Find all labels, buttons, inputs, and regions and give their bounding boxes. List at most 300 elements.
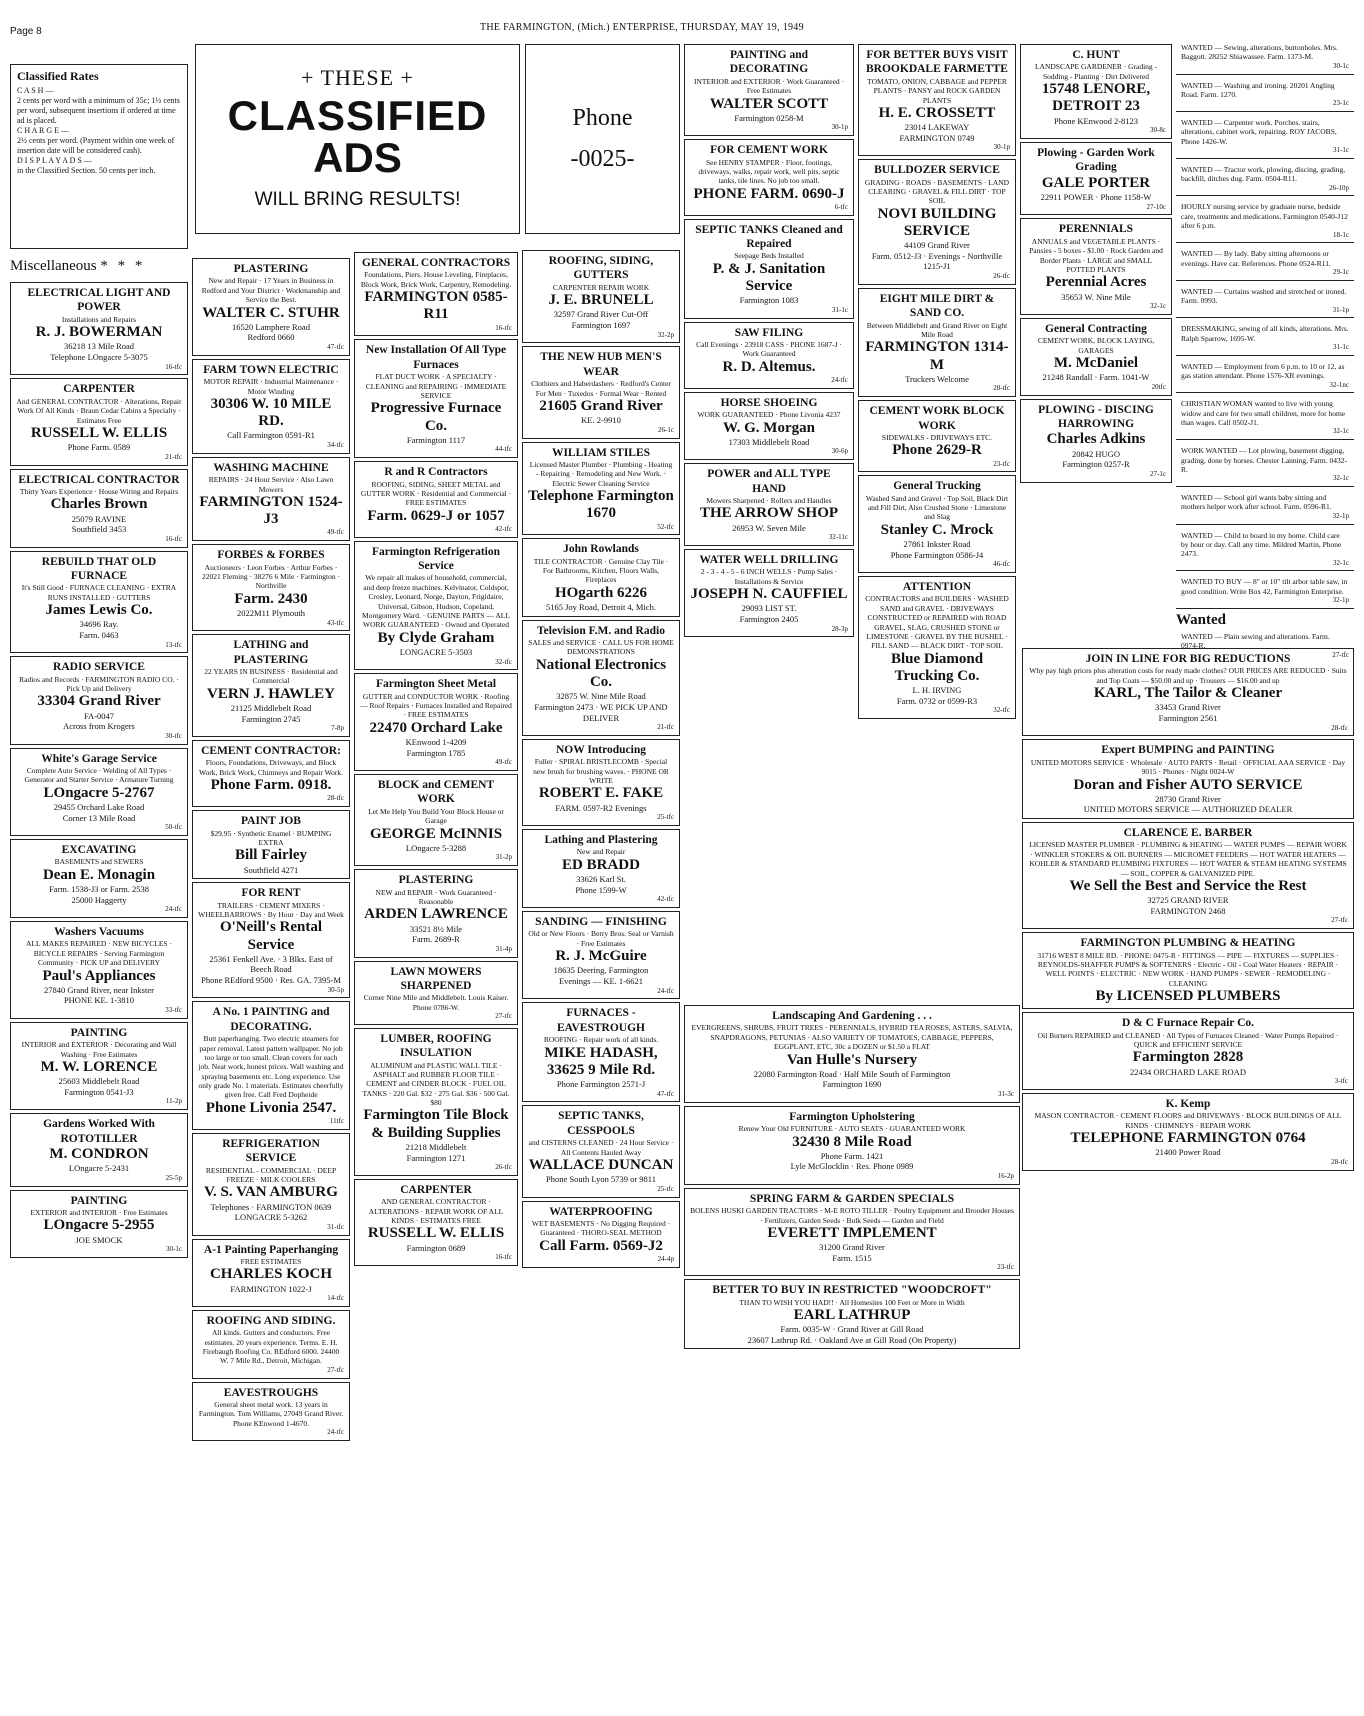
ad-heading: ELECTRICAL LIGHT AND POWER [27, 287, 171, 314]
ad-heading: BETTER TO BUY IN RESTRICTED "WOODCROFT" [712, 1284, 992, 1297]
ad-address: 21218 Middlebelt [405, 1141, 467, 1152]
ad-address: 33453 Grand River [1155, 702, 1221, 713]
ad-name: GEORGE McINNIS [369, 825, 503, 842]
ad-ref: 43-tfc [327, 618, 344, 627]
col1-ad [10, 921, 188, 1019]
ad-phone: Phone REdford 9500 · Res. GA. 7395-M [201, 975, 341, 985]
wanted-ad [1176, 574, 1354, 609]
column-7 [1020, 44, 1172, 486]
col2-ad [192, 258, 350, 356]
ad-name: LOngacre 5-2767 [43, 784, 155, 801]
ad-ref: 16-2p [997, 1172, 1014, 1180]
ad-text: Call Evenings · 23918 CASS · PHONE 1687-J · Work Guaranteed [696, 340, 842, 359]
ad-heading: PLASTERING [233, 263, 309, 275]
ad-text: FLAT DUCT WORK · A SPECIALTY · CLEANING and REPAIRING · IMMEDIATE SERVICE [365, 372, 507, 400]
rates-display-head: D I S P L A Y A D S — [17, 156, 92, 165]
ad-address: 16520 Lamphere Road [232, 321, 310, 332]
col3-ad [354, 339, 518, 458]
ad-address: 22080 Farmington Road · Half Mile South of Farmington [753, 1068, 951, 1079]
ad-address: 5165 Joy Road, Detroit 4, Mich. [545, 602, 657, 612]
ad-ref: 33-tfc [165, 1006, 182, 1014]
ad-text: Let Me Help You Build Your Block House or Garage [368, 806, 504, 826]
ad-ref: 26-1c [658, 425, 674, 434]
ad-ref: 28-tfc [327, 794, 344, 803]
ad-heading: LUMBER, ROOFING INSULATION [380, 1032, 492, 1060]
ad-text: WORK GUARANTEED · Phone Livonia 4237 [697, 410, 841, 420]
ad-heading: A No. 1 PAINTING and DECORATING. [212, 1006, 330, 1033]
ad-heading: PAINT JOB [241, 815, 301, 828]
bottom_right-ad [1022, 1012, 1354, 1090]
ad-text: Complete Auto Service · Welding of All Types · Generator and Starter Service · Armature Turning [24, 766, 174, 785]
ad-text: CARPENTER REPAIR WORK [552, 282, 650, 292]
ad-heading: JOIN IN LINE FOR BIG REDUCTIONS [1085, 653, 1291, 665]
ad-address: LONGACRE 5-3503 [399, 646, 473, 657]
ad-heading: FARMINGTON PLUMBING & HEATING [1080, 937, 1296, 950]
ad-ref: 31-3c [998, 1090, 1014, 1098]
ad-name: M. McDaniel [1053, 355, 1139, 371]
ad-phone: Phone Farmington 0586-J4 [890, 549, 984, 560]
ad-address: 25079 RAVINE [71, 513, 127, 524]
wanted-column [1176, 40, 1354, 665]
ad-text: ALL MAKES REPAIRED · NEW BICYCLES · BICYCLE REPAIRS · Serving Farmington Community · PICK UP and DELIVERY [26, 939, 172, 968]
ad-text: TOMATO, ONION, CABBAGE and PEPPER PLANTS · PANSY and ROCK GARDEN PLANTS [867, 76, 1007, 105]
col5-ad [684, 219, 854, 319]
ad-name: RUSSELL W. ELLIS [367, 1225, 505, 1242]
ad-ref: 27-10c [1146, 202, 1166, 211]
ad-name: Perennial Acres [1045, 274, 1147, 291]
ad-address: L. H. IRVING [912, 685, 962, 696]
col3-ad [354, 774, 518, 866]
ad-heading: EXCAVATING [61, 844, 137, 856]
ad-phone: Lyle McGlocklin · Res. Phone 0989 [790, 1161, 914, 1172]
col1-ad [10, 839, 188, 918]
ad-name: J. E. BRUNELL [548, 292, 654, 309]
ad-heading: Farmington Refrigeration Service [371, 545, 501, 572]
col6-ad [858, 400, 1016, 472]
col1-ad [10, 378, 188, 465]
ad-text: BASEMENTS and SEWERS [54, 857, 144, 867]
ad-ref: 34-tfc [327, 441, 344, 449]
ad-text: WET BASEMENTS · No Digging Required · Guaranteed · THORO-SEAL METHOD [531, 1218, 671, 1238]
ad-ref: 31-2p [495, 853, 512, 862]
masthead-title: THE FARMINGTON, (Mich.) ENTERPRISE, THURSDAY, MAY 19, 1949 [480, 22, 804, 33]
ad-name: P. & J. Sanitation Service [712, 260, 826, 294]
ad-name: O'Neill's Rental Service [219, 919, 323, 953]
ad-ref: 32-1c [1150, 302, 1166, 311]
ad-address: Phone Farm. 1421 [820, 1150, 884, 1161]
ad-name: GALE PORTER [1041, 174, 1151, 191]
ad-address: Phone Farmington 2571-J [556, 1079, 646, 1089]
ad-name: M. CONDRON [49, 1145, 149, 1162]
ad-text: Why pay high prices plus alteration costs for ready made clothes? OUR PRICES ARE REDUCED · Suits and Top Coats — $50.00 and up · Trousers — $16.00 and up [1029, 666, 1347, 685]
wanted-ad [1176, 162, 1354, 197]
ad-text: ALUMINUM and PLASTIC WALL TILE · ASPHALT and RUBBER FLOOR TILE · CEMENT and CINDER BLOCK · FUEL OIL TANKS · 220 Gal. $32 · 275 Gal. $36 · 500 Gal. $80 [362, 1060, 510, 1107]
col5-ad [684, 322, 854, 389]
ad-name: RUSSELL W. ELLIS [30, 424, 168, 441]
ad-name: FARMINGTON 0585-R11 [364, 289, 508, 323]
ad-ref: 44-tfc [495, 445, 512, 454]
ad-phone: Farm. 1515 [832, 1252, 872, 1263]
ad-name: By LICENSED PLUMBERS [1095, 988, 1281, 1004]
ad-phone: PHONE KE. 1-3810 [63, 995, 135, 1006]
wanted-ad [1176, 359, 1354, 394]
ad-heading: BULLDOZER SERVICE [874, 164, 1000, 177]
ad-address: 29455 Orchard Lake Road [53, 802, 145, 812]
ad-name: R. J. McGuire [555, 948, 647, 965]
wanted-ref: 23-1c [1333, 99, 1349, 108]
ad-name: Farmington 2828 [1132, 1049, 1244, 1066]
ad-text: MASON CONTRACTOR · CEMENT FLOORS and DRIVEWAYS · BLOCK BUILDINGS OF ALL KINDS · CHIMNEYS · REPAIR WORK [1034, 1111, 1342, 1130]
ad-address: 2022M11 Plymouth [237, 607, 305, 618]
ad-text: SALES and SERVICE · CALL US FOR HOME DEMONSTRATIONS [528, 638, 674, 657]
ad-address: 32725 GRAND RIVER [1147, 895, 1229, 906]
ad-text: FREE ESTIMATES [240, 1256, 302, 1266]
ad-address: 27840 Grand River, near Inkster [44, 984, 154, 995]
wanted-text: WORK WANTED — Lot plowing, basement digging, grading, done by horses. Chester Lanning, Farm. 0432-R. [1181, 446, 1348, 474]
ad-text: RESIDENTIAL - COMMERCIAL · DEEP FREEZE · MILK COOLERS [205, 1165, 337, 1184]
ad-name: VERN J. HAWLEY [207, 685, 335, 702]
ad-name: HOgarth 6226 [554, 584, 648, 601]
ad-text: Butt paperhanging. Two electric steamers for paper removal. Latest pattern wallpaper. No job too large or too small. Clean covers for each job. Neat work, honest prices. Wall washing and spraying basements etc. Long experience. Use only grade No. 1 materials. Estimates cheerfully given free. Call Fred Dopheide [198, 1034, 344, 1100]
ad-text: 22 YEARS IN BUSINESS · Residential and Commercial [204, 667, 338, 686]
ad-address: 35653 W. Nine Mile [1061, 291, 1131, 302]
ad-heading: K. Kemp [1165, 1098, 1211, 1110]
wanted-ref: 30-1c [1333, 61, 1349, 70]
ad-name: 21605 Grand River [539, 397, 663, 414]
ad-ref: 24-tfc [165, 905, 182, 914]
ad-text: Foundations, Piers, House Leveling, Fireplaces, Block Work, Brick Work, Carpentry, Remodeling. [360, 270, 512, 289]
ad-ref: 23-tfc [997, 1263, 1014, 1272]
wanted-ref: 32-1p [1332, 596, 1349, 605]
ad-name: PHONE FARM. 0690-J [693, 185, 845, 202]
ad-phone: Farmington 2561 [1158, 713, 1218, 723]
ad-name: 33304 Grand River [37, 693, 161, 710]
ad-ref: 30-6p [831, 447, 848, 456]
wanted-text: WANTED — Sewing, alterations, buttonholes. Mrs. Baggott. 28252 Shiawassee. Farm. 1373-M. [1181, 43, 1338, 62]
ad-name: National Electronics Co. [535, 656, 667, 690]
ad-phone: Phone 1599-W [575, 884, 627, 895]
wanted-ref: 31-1p [1332, 305, 1349, 314]
wanted-text: DRESSMAKING, sewing of all kinds, alterations. Mrs. Ralph Sparrow, 1695-W. [1181, 324, 1349, 343]
ad-heading: SPRING FARM & GARDEN SPECIALS [749, 1192, 955, 1205]
ad-text: UNITED MOTORS SERVICE · Wholesale · AUTO PARTS · Retail · OFFICIAL AAA SERVICE · Day 9015 · Phones · Night 0024-W [1030, 757, 1346, 777]
ad-name: Phone Livonia 2547. [205, 1099, 337, 1116]
ad-heading: C. HUNT [1072, 49, 1120, 61]
ad-address: 26953 W. Seven Mile [732, 522, 806, 533]
ad-name: We Sell the Best and Service the Rest [1069, 877, 1307, 894]
wanted-ad [1176, 443, 1354, 487]
wanted-ref: 32-1c [1333, 474, 1349, 483]
ad-ref: 11-2p [165, 1097, 182, 1106]
ad-heading: Landscaping And Gardening . . . [772, 1010, 932, 1022]
ad-heading: CLARENCE E. BARBER [1123, 827, 1253, 839]
ad-ref: 21-tfc [165, 452, 182, 461]
col4-ad [522, 1105, 680, 1197]
ad-ref: 7-8p [331, 724, 344, 733]
bottom-middle-ads [684, 1005, 1020, 1352]
ad-name: Farmington Tile Block & Building Supplies [363, 1107, 509, 1141]
ad-name: W. G. Morgan [723, 419, 815, 436]
ad-ref: 31-tfc [327, 1222, 344, 1231]
wanted-ad [1176, 40, 1354, 75]
wanted-ref: 32-1p [1332, 511, 1349, 520]
ad-address: Farm. 1538-J3 or Farm. 2538 [48, 884, 150, 894]
ad-name: KARL, The Tailor & Cleaner [1093, 685, 1283, 702]
ad-phone: Farmington 1690 [822, 1079, 882, 1090]
col5-ad [684, 139, 854, 216]
ad-address: LOngacre 5-3288 [405, 842, 467, 853]
ad-name: Van Hulle's Nursery [786, 1051, 918, 1068]
ad-ref: 30-1p [993, 143, 1010, 152]
col7-ad [1020, 218, 1172, 315]
ad-text: Mowers Sharpened · Rollers and Handles [706, 495, 832, 505]
ad-ref: 32-2p [657, 330, 674, 339]
ad-text: 31716 WEST 8 MILE RD. · PHONE: 0475-R · FITTINGS — PIPE — FIXTURES — SUPPLIES · REYNOLDS-SHAFFER PUMPS & SOFTENERS · Electric - Oil - Coal Water Heaters · REPAIR · WELL POINTS · ELECTRIC · NEW WORK · HAND PUMPS · SEWER · REMODELING · CLEANING [1037, 950, 1339, 988]
ad-address: 33521 8½ Mile [409, 923, 463, 934]
col4-ad [522, 250, 680, 343]
ad-phone: Southfield 3453 [71, 524, 127, 535]
ad-address: 32875 W. Nine Mile Road [556, 691, 646, 702]
ad-address: Farmington 0258-M [734, 112, 804, 123]
wanted-ad [1176, 528, 1354, 572]
rates-title: Classified Rates [17, 69, 99, 83]
ad-address: KE. 2-9910 [581, 415, 621, 426]
bottom_mid-ad [684, 1188, 1020, 1276]
ad-text: CEMENT WORK, BLOCK LAYING, GARAGES [1037, 336, 1155, 355]
ad-address: 17303 Middlebelt Road [728, 436, 810, 447]
ad-heading: CEMENT WORK BLOCK WORK [869, 405, 1005, 432]
ad-heading: ROOFING AND SIDING. [206, 1314, 336, 1327]
phone-label: Phone [572, 105, 633, 131]
ad-text: Licensed Master Plumber · Plumbing - Heating - Repairing · Remodeling and New Work. · Electric Sewer Cleaning Service [529, 459, 673, 488]
rates-display-text: in the Classified Section. 50 cents per inch. [17, 166, 156, 175]
col7-ad [1020, 142, 1172, 215]
ad-heading: WATERPROOFING [549, 1205, 653, 1218]
ad-ref: 32-tfc [495, 657, 512, 666]
wanted-text: WANTED — By lady. Baby sitting afternoons or evenings. Have car. References. Phone 0524-R11. [1181, 249, 1331, 268]
ad-heading: WATER WELL DRILLING [699, 553, 839, 566]
ad-address: Phone South Lyon 5739 or 9811 [546, 1174, 656, 1185]
ad-name: Charles Adkins [1046, 431, 1146, 448]
wanted-ref: 32-1c [1333, 558, 1349, 567]
col3-ad [354, 961, 518, 1025]
ad-name: FARMINGTON 1314-M [865, 339, 1009, 373]
wanted-ad [1176, 78, 1354, 113]
bottom_right-ad [1022, 1093, 1354, 1171]
ad-heading: HORSE SHOEING [720, 396, 818, 409]
col5-ad [684, 549, 854, 637]
ad-address: 21125 Middlebelt Road [230, 703, 312, 713]
wanted-text: WANTED — Washing and ironing. 20201 Angling Road. Farm. 1270. [1181, 80, 1335, 99]
ad-ref: 16-tfc [495, 1253, 512, 1262]
ad-heading: General Trucking [893, 480, 981, 493]
ad-heading: CARPENTER [63, 383, 135, 396]
col3-ad [354, 673, 518, 771]
ad-name: JOSEPH N. CAUFFIEL [690, 586, 848, 602]
bottom-right-ads [1022, 648, 1354, 1174]
ad-text: GRADING · ROADS · BASEMENTS · LAND CLEARING · GRAVEL & FILL DIRT · TOP SOIL [864, 177, 1010, 206]
ad-text: EVERGREENS, SHRUBS, FRUIT TREES · PERENNIALS, HYBRID TEA ROSES, ASTERS, SALVIA, SNAPDRAGONS, PETUNIAS · ALSO VARIETY OF TOMATOES, CABBAGE, PEPPERS, EGGPLANT, ETC, 30c a DOZEN or $1.50 a FLAT [691, 1023, 1013, 1052]
col3-ad [354, 1179, 518, 1266]
banner-results: WILL BRING RESULTS! [254, 189, 461, 210]
column-2 [192, 258, 350, 1444]
ad-heading: RADIO SERVICE [53, 661, 145, 674]
ad-address: 32597 Grand River Cut-Off [553, 309, 649, 320]
ad-name: Stanley C. Mrock [880, 521, 994, 538]
ad-address: 21248 Randall · Farm. 1041-W [1042, 372, 1150, 383]
ad-ref: 11tfc [329, 1117, 344, 1125]
ad-name: Paul's Appliances [42, 967, 156, 984]
ad-ref: 16-tfc [165, 534, 182, 543]
ad-ref: 25-tfc [657, 1184, 674, 1193]
ad-name: ARDEN LAWRENCE [364, 906, 508, 923]
ad-heading: PLASTERING [398, 874, 474, 887]
ad-address: 29093 LIST ST. [741, 603, 797, 614]
ad-phone: Farmington 2745 [241, 713, 301, 724]
wanted-ad [1176, 115, 1354, 159]
ad-name: 15748 LENORE, DETROIT 23 [1041, 81, 1151, 115]
ad-name: Phone 2629-R [892, 442, 982, 459]
ad-name: Farm. 0629-J or 1057 [367, 507, 505, 524]
ad-text: Renew Your Old FURNITURE · AUTO SEATS · GUARANTEED WORK [738, 1124, 966, 1134]
ad-text: EXTERIOR and INTERIOR · Free Estimates [30, 1207, 168, 1217]
ad-heading: FOR BETTER BUYS VISIT BROOKDALE FARMETTE [866, 49, 1008, 76]
ad-address: 31200 Grand River [819, 1242, 885, 1253]
wanted-ad [1176, 284, 1354, 319]
ad-text: NEW and REPAIR · Work Guaranteed · Reasonable [375, 887, 497, 906]
wanted-heading: Wanted [1176, 611, 1227, 628]
ad-heading: WILLIAM STILES [551, 446, 651, 459]
col2-ad [192, 634, 350, 737]
ad-heading: THE NEW HUB MEN'S WEAR [540, 351, 662, 378]
wanted-plain-text: WANTED — Plain sewing and alterations. Farm. 0974-R. [1181, 631, 1330, 651]
wanted-text: WANTED — Carpenter work. Porches, stairs, alterations, cabinet work, repairing. ROY JACOBS, Phone 1426-W. [1181, 118, 1337, 146]
ad-heading: SAW FILING [734, 326, 804, 339]
ad-text: BOLENS HUSKI GARDEN TRACTORS · M-E ROTO TILLER · Poultry Equipment and Brooder Houses · Fertilizers, Garden Seeds · Bulk Seeds — Garden and Field [690, 1206, 1014, 1225]
ad-text: Oil Burners REPAIRED and CLEANED · All Types of Furnaces Cleaned · Water Pumps Repaired · QUICK and EFFICIENT SERVICE [1037, 1030, 1339, 1049]
col6-ad [858, 475, 1016, 573]
ad-heading: A-1 Painting Paperhanging [203, 1243, 339, 1256]
ad-text: REPAIRS · 24 Hour Service · Also Lawn Mowers [208, 475, 334, 494]
col2-ad [192, 1382, 350, 1441]
col4-ad [522, 739, 680, 826]
ad-text: GUTTER and CONDUCTOR WORK · Roofing — Roof Repairs · Furnaces Installed and Repaired · FREE ESTIMATES [360, 691, 512, 720]
col7-ad [1020, 44, 1172, 139]
wanted-plain-ref: 27-tfc [1332, 650, 1349, 659]
ad-ref: 13-tfc [165, 640, 182, 649]
col6-ad [858, 576, 1016, 719]
ad-text: All kinds. Gutters and conductors. Free estimates. 20 years experience. Terms. E. H. Firebaugh Roofing Co. REdford 6000. 24400 W. 7 Mile Rd., Detroit, Michigan. [202, 1328, 340, 1366]
ad-heading: Farmington Upholstering [789, 1110, 915, 1123]
col2-ad [192, 1133, 350, 1236]
ad-heading: Television F.M. and Radio [537, 624, 665, 637]
wanted-ad [1176, 199, 1354, 243]
ad-address: KEnwood 1-4209 [405, 737, 467, 747]
ad-heading: REBUILD THAT OLD FURNACE [41, 555, 157, 582]
ad-name: Charles Brown [50, 496, 148, 513]
bottom_mid-ad [684, 1005, 1020, 1103]
ad-name: ED BRADD [562, 856, 640, 873]
phone-number: -0025- [570, 146, 635, 172]
ad-phone: Phone Farm. 0589 [67, 442, 131, 453]
wanted-ref: 29-1c [1333, 268, 1349, 276]
wanted-text: WANTED — Tractor work, plowing, discing, grading, backfill, ditches dug. Farm. 0504-R11. [1181, 164, 1346, 184]
column-1 [10, 282, 188, 1261]
ad-heading: Gardens Worked With ROTOTILLER [43, 1118, 155, 1145]
ad-heading: EIGHT MILE DIRT & SAND CO. [879, 292, 995, 320]
wanted-text: WANTED — Curtains washed and stretched or ironed. Farm. 0993. [1181, 286, 1347, 306]
ad-ref: 16-tfc [495, 323, 512, 332]
col2-ad [192, 882, 350, 998]
ad-address: 22434 ORCHARD LAKE ROAD [1130, 1066, 1246, 1077]
wanted-text: WANTED — Child to board in my home. Child care by hour or day. Call any time. Mildred Martin, Phone 2473. [1181, 530, 1342, 559]
ad-name: 32430 8 Mile Road [792, 1133, 912, 1150]
col2-ad [192, 544, 350, 631]
col4-ad [522, 911, 680, 999]
ad-text: Seepage Beds Installed [734, 251, 804, 261]
ad-name: 22470 Orchard Lake [369, 719, 503, 736]
ad-address: JOE SMOCK [75, 1234, 123, 1245]
ad-name: EVERETT IMPLEMENT [767, 1224, 937, 1241]
page-number: Page 8 [10, 26, 42, 37]
ad-heading: POWER and ALL TYPE HAND [707, 468, 831, 495]
ad-ref: 20tfc [1151, 382, 1166, 391]
ad-address: Southfield 4271 [243, 864, 299, 875]
ad-heading: New Installation Of All Type Furnaces [365, 344, 507, 371]
col3-ad [354, 541, 518, 671]
ad-address: FA-0047 [83, 710, 115, 721]
ad-text: Radios and Records · FARMINGTON RADIO CO. · Pick Up and Delivery [19, 674, 179, 693]
ad-text: TRAILERS · CEMENT MIXERS · WHEELBARROWS · By Hour · Day and Week [198, 900, 344, 919]
ad-name: Dean E. Monagin [42, 866, 156, 883]
ad-name: WALLACE DUNCAN [528, 1156, 674, 1173]
classified-rates [10, 64, 188, 249]
ad-name: WALTER C. STUHR [202, 304, 340, 321]
col3-ad [354, 869, 518, 957]
bottom_mid-ad [684, 1106, 1020, 1185]
ad-phone: Evenings — KE. 1-6621 [558, 976, 644, 986]
ad-ref: 30-1p [831, 123, 848, 132]
ad-text: New and Repair · 17 Years in Business in Redford and Your District · Workmanship and Service the Best. [201, 276, 341, 305]
ad-text: CONTRACTORS and BUILDERS · WASHED SAND and GRAVEL · DRIVEWAYS CONSTRUCTED or REPAIRED with ROAD GRAVEL, SLAG, CRUSHED STONE or LIMESTONE · GRAVEL BY THE BUSHEL · FILL SAND — BLACK DIRT · TOP SOIL [865, 594, 1009, 651]
rates-cash-head: C A S H — [17, 86, 54, 95]
ad-name: Doran and Fisher AUTO SERVICE [1073, 776, 1303, 793]
ad-ref: 26-tfc [495, 1163, 512, 1172]
ad-ref: 27-tfc [327, 1365, 344, 1374]
ad-ref: 26-tfc [993, 272, 1010, 280]
page-header [10, 18, 1354, 36]
ad-heading: FARM TOWN ELECTRIC [203, 363, 339, 376]
ad-address: FARM. 0597-R2 Evenings [555, 802, 647, 813]
ad-name: ROBERT E. FAKE [538, 785, 664, 802]
ad-phone: Farmington 0541-J3 [64, 1086, 134, 1097]
col1-ad [10, 1113, 188, 1186]
ad-ref: 25-5p [165, 1173, 182, 1182]
ad-ref: 32-tfc [993, 706, 1010, 715]
ad-heading: SEPTIC TANKS Cleaned and Repaired [695, 223, 843, 250]
col2-ad [192, 740, 350, 807]
ad-phone: Farm. 0732 or 0599-R3 [896, 695, 978, 706]
col4-ad [522, 1002, 680, 1102]
ad-address: Phone KEnwood 2-8123 [1053, 115, 1139, 126]
ad-phone: Farmington 2405 [739, 613, 799, 624]
ad-text: We repair all makes of household, commercial, and deep freeze machines. Kelvinator, Coldspot, Crosley, Leonard, Norge, Dayton, Frigidaire, Universal, Gibson, Hudson, Copeland, Montgomery Ward. · GENUINE PARTS — ALL WORK GUARANTEED · Owned and Operated [362, 573, 510, 630]
ad-heading: BLOCK and CEMENT WORK [377, 779, 495, 806]
ad-ref: 21-tfc [657, 723, 674, 732]
wanted-text: WANTED — Employment from 6 p.m. to 10 or 12, as gas station attendant. Phone 1576-XR evenings. [1181, 361, 1345, 381]
ad-ref: 49-tfc [327, 528, 344, 537]
ad-ref: 50-tfc [165, 823, 182, 832]
